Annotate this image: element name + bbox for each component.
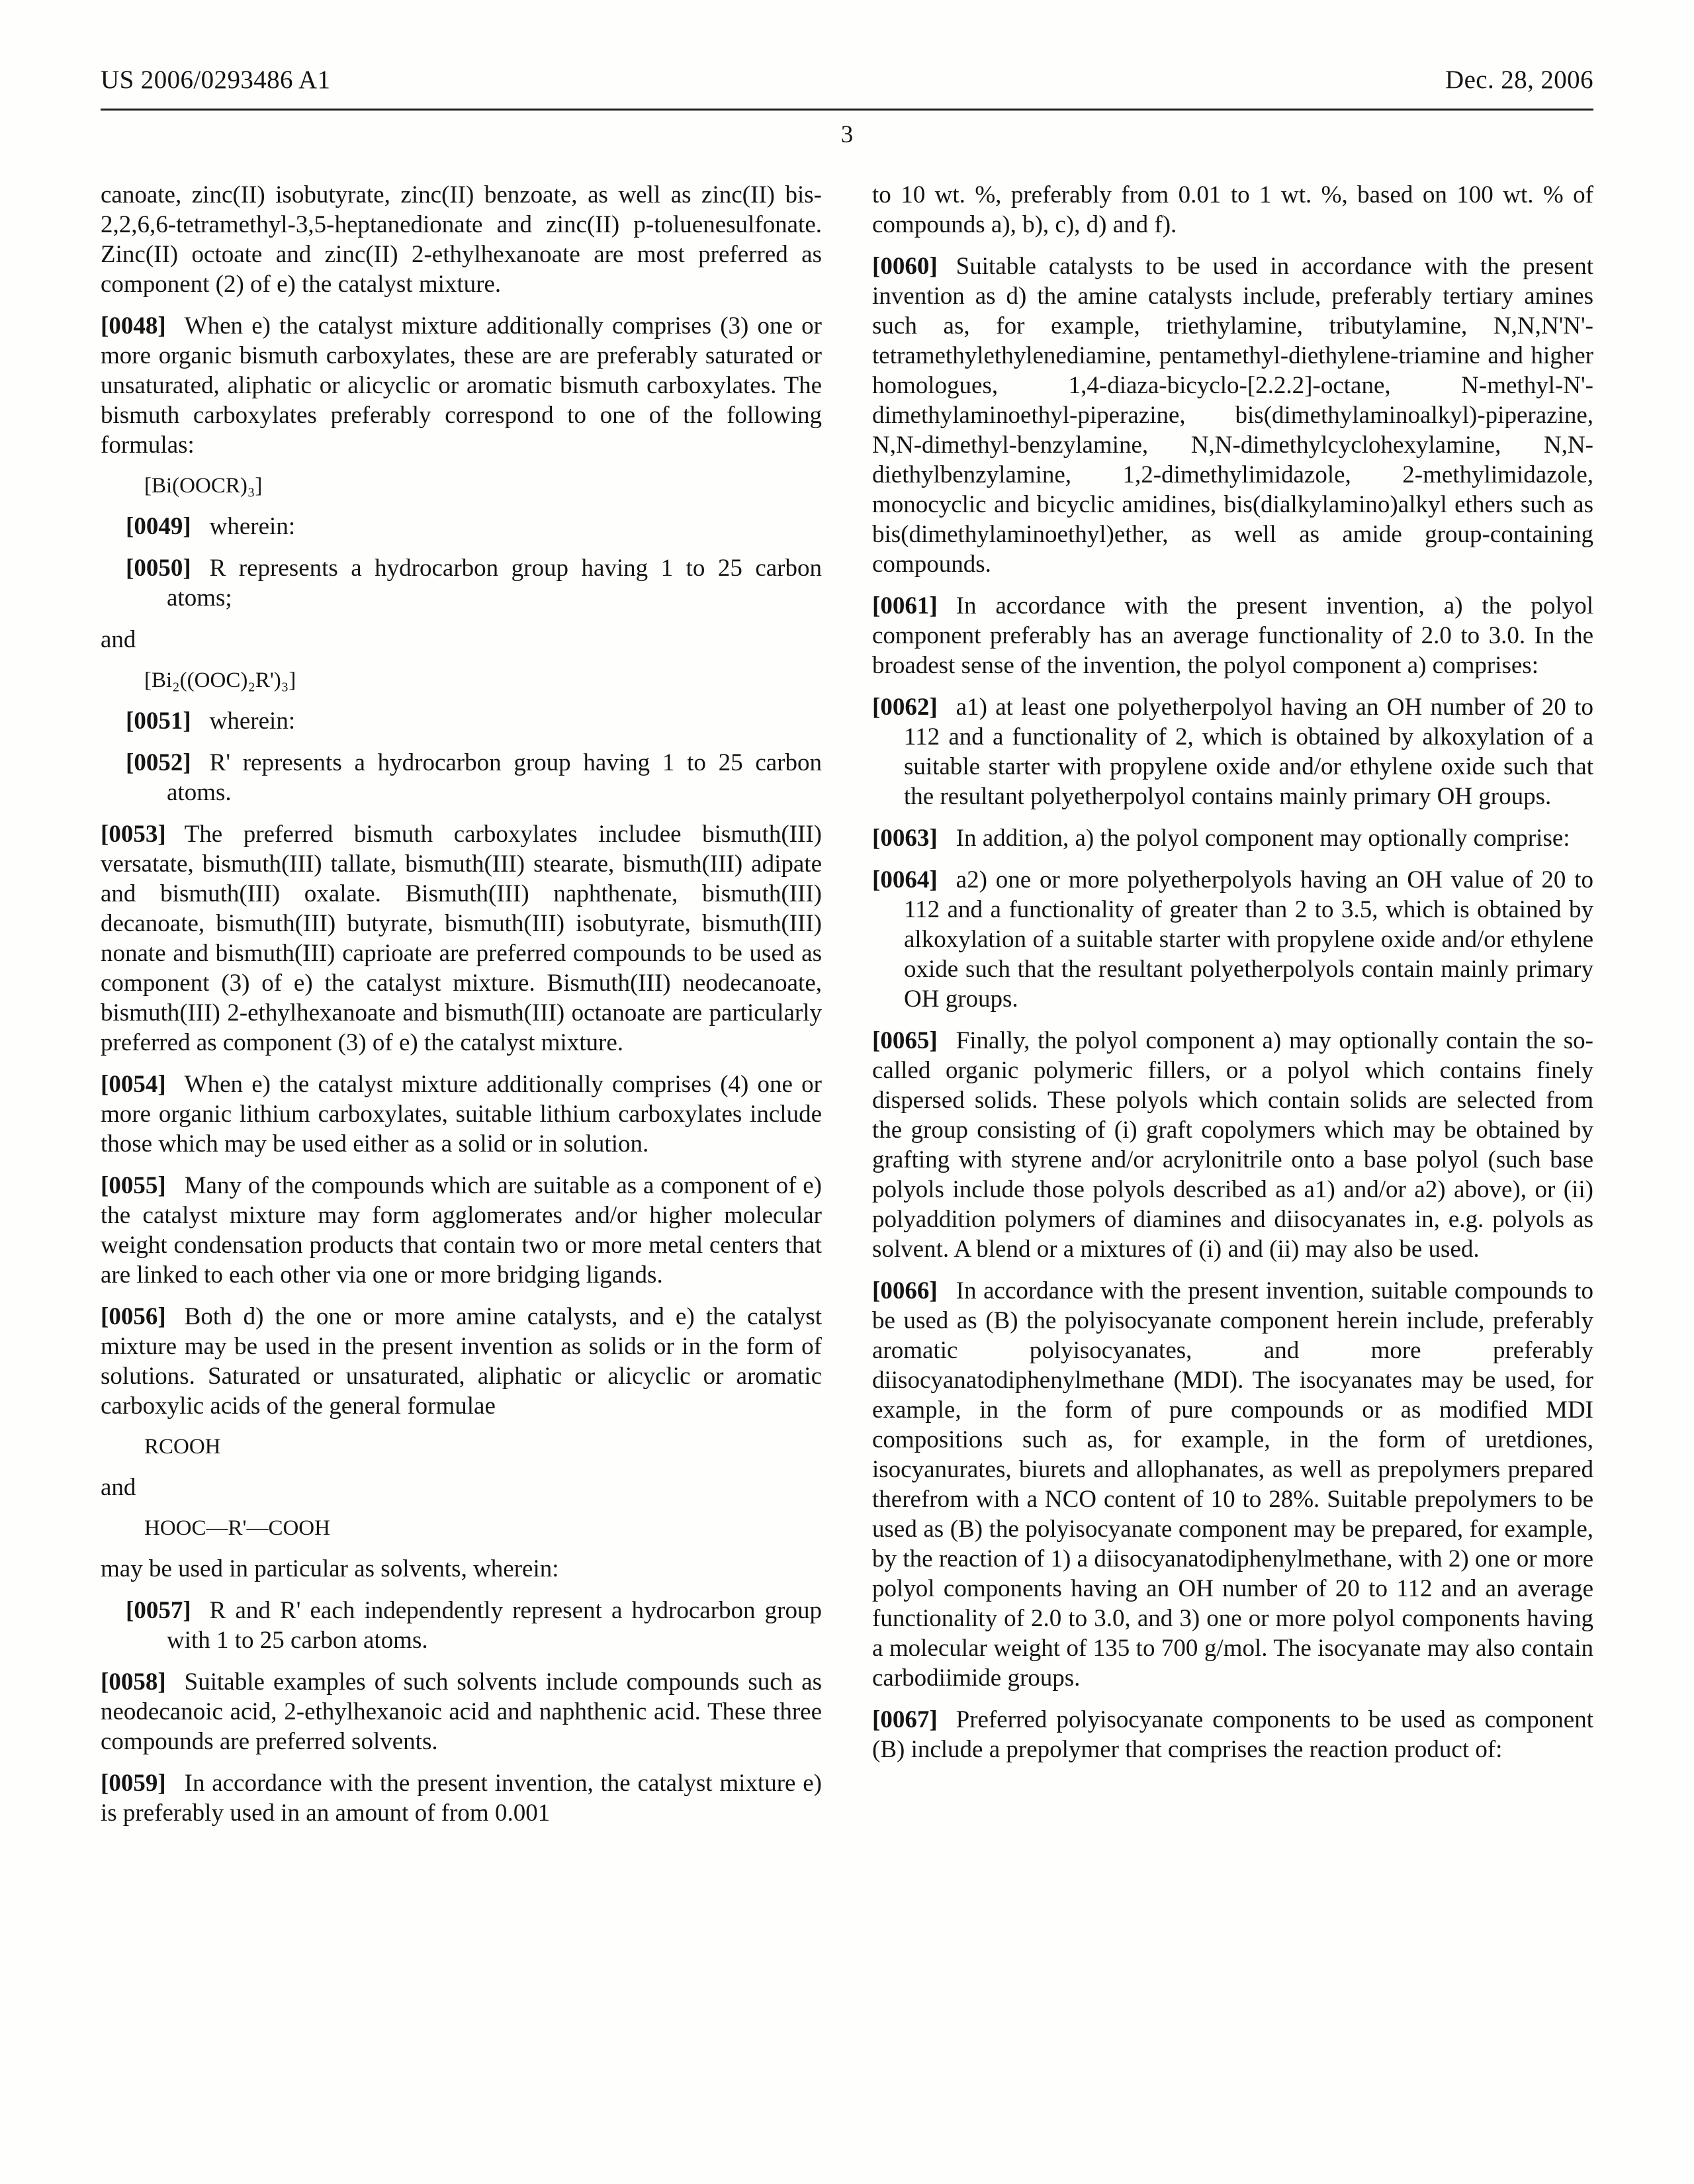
formula-line (101, 1514, 822, 1542)
paragraph-0058 (101, 1667, 822, 1756)
paragraph-text: a2) one or more polyetherpolyols having an OH value of 20 to 112 and a functionality of greater than 2 to 3.5, which is obtained by alkoxylation of a suitable starter with propylene oxide and/or ethylene oxide such that the resultant polyetherpolyols contain mainly primary OH groups. (904, 866, 1593, 1013)
paragraph-text: to 10 wt. %, preferably from 0.01 to 1 wt. %, based on 100 wt. % of compounds a), b), c), d) and f). (872, 181, 1593, 238)
page-content (101, 180, 1593, 1828)
paragraph-0063 (872, 823, 1593, 853)
paragraph-text: and (101, 626, 136, 653)
patent-publication-number: US 2006/0293486 A1 (101, 66, 331, 94)
paragraph-text: wherein: (209, 707, 296, 735)
text-block (101, 1554, 822, 1584)
paragraph-number: [0053] (101, 821, 166, 848)
paragraph-0053 (101, 819, 822, 1058)
paragraph-text: and (101, 1474, 136, 1501)
paragraph-number: [0054] (101, 1071, 166, 1098)
left-column (101, 180, 822, 1828)
text-block (101, 180, 822, 299)
paragraph-text: Suitable examples of such solvents include compounds such as neodecanoic acid, 2-ethylhexanoic acid and naphthenic acid. These three compounds are preferred solvents. (101, 1668, 822, 1755)
formula-line (101, 1433, 822, 1461)
publication-date: Dec. 28, 2006 (1445, 66, 1593, 94)
formula-text: [Bi(OOCR)₃] (144, 474, 263, 498)
formula-line (101, 666, 822, 694)
paragraph-text: The preferred bismuth carboxylates includee bismuth(III) versatate, bismuth(III) tallate, bismuth(III) stearate, bismuth(III) adipate and bismuth(III) oxalate. Bismuth(III) naphthenate, bismuth(III) decanoate, bismuth(III) butyrate, bismuth(III) isobutyrate, bismuth(III) nonate and bismuth(III) caprioate are preferred compounds to be used as component (3) of e) the catalyst mixture. Bismuth(III) neodecanoate, bismuth(III) 2-ethylhexanoate and bismuth(III) octanoate are particularly preferred as component (3) of e) the catalyst mixture. (101, 821, 822, 1056)
paragraph-text: R and R' each independently represent a hydrocarbon group with 1 to 25 carbon atoms. (167, 1597, 822, 1654)
paragraph-number: [0067] (872, 1706, 938, 1733)
right-column (872, 180, 1593, 1828)
paragraph-text: When e) the catalyst mixture additionally comprises (3) one or more organic bismuth carboxylates, these are are preferably saturated or unsaturated, aliphatic or alicyclic or aromatic bismuth carboxylates. The bismuth carboxylates preferably correspond to one of the following formulas: (101, 312, 822, 459)
paragraph-number: [0051] (126, 707, 191, 735)
paragraph-text: When e) the catalyst mixture additionally comprises (4) one or more organic lithium carboxylates, suitable lithium carboxylates include those which may be used either as a solid or in solution. (101, 1071, 822, 1158)
formula-text: [Bi₂((OOC)₂R')₃] (144, 668, 296, 692)
text-block (101, 1473, 822, 1502)
paragraph-text: wherein: (209, 513, 296, 540)
paragraph-text: Both d) the one or more amine catalysts, and e) the catalyst mixture may be used in the present invention as solids or in the form of solutions. Saturated or unsaturated, aliphatic or alicyclic or aromatic carboxylic acids of the general formulae (101, 1303, 822, 1420)
paragraph-number: [0060] (872, 253, 938, 280)
paragraph-number: [0058] (101, 1668, 166, 1696)
paragraph-number: [0048] (101, 312, 166, 340)
paragraph-number: [0057] (126, 1597, 191, 1624)
paragraph-number: [0056] (101, 1303, 166, 1330)
paragraph-0051 (101, 706, 822, 736)
paragraph-number: [0050] (126, 555, 191, 582)
paragraph-text: In accordance with the present invention, suitable compounds to be used as (B) the polyisocyanate component herein include, preferably aromatic polyisocyanates, and more preferably diisocyanatodiphenylmethane (MDI). The isocyanates may be used, for example, in the form of pure compounds or as modified MDI compositions such as, for example, in the form of uretdiones, isocyanurates, biurets and allophanates, as well as prepolymers prepared therefrom with a NCO content of 10 to 28%. Suitable prepolymers to be used as (B) the polyisocyanate component may be prepared, for example, by the reaction of 1) a diisocyanatodiphenylmethane, with 2) one or more polyol components having an OH number of 20 to 112 and an average functionality of 2.0 to 3.0, and 3) one or more polyol components having a molecular weight of 135 to 700 g/mol. The isocyanate may also contain carbodiimide groups. (872, 1277, 1593, 1692)
paragraph-0056 (101, 1302, 822, 1421)
paragraph-0066 (872, 1276, 1593, 1693)
paragraph-text: may be used in particular as solvents, wherein: (101, 1555, 559, 1582)
paragraph-number: [0059] (101, 1770, 166, 1797)
paragraph-text: R represents a hydrocarbon group having 1 to 25 carbon atoms; (167, 555, 822, 612)
paragraph-number: [0063] (872, 825, 938, 852)
paragraph-text: canoate, zinc(II) isobutyrate, zinc(II) benzoate, as well as zinc(II) bis-2,2,6,6-tetramethyl-3,5-heptanedionate and zinc(II) p-toluenesulfonate. Zinc(II) octoate and zinc(II) 2-ethylhexanoate are most preferred as component (2) of e) the catalyst mixture. (101, 181, 822, 298)
paragraph-number: [0064] (872, 866, 938, 893)
paragraph-text: In accordance with the present invention, a) the polyol component preferably has an average functionality of 2.0 to 3.0. In the broadest sense of the invention, the polyol component a) comprises: (872, 592, 1593, 679)
paragraph-0054 (101, 1069, 822, 1159)
paragraph-text: Preferred polyisocyanate components to be used as component (B) include a prepolymer that comprises the reaction product of: (872, 1706, 1593, 1763)
formula-line (101, 472, 822, 500)
paragraph-text: a1) at least one polyetherpolyol having an OH number of 20 to 112 and a functionality of 2, which is obtained by alkoxylation of a suitable starter with propylene oxide and/or ethylene oxide such that the resultant polyetherpolyol contains mainly primary OH groups. (904, 694, 1593, 810)
paragraph-0064 (872, 865, 1593, 1014)
paragraph-0065 (872, 1026, 1593, 1264)
page-header (101, 65, 1593, 95)
paragraph-text: R' represents a hydrocarbon group having 1 to 25 carbon atoms. (167, 749, 822, 806)
paragraph-0049 (101, 512, 822, 541)
paragraph-0059 (101, 1768, 822, 1828)
paragraph-text: Many of the compounds which are suitable as a component of e) the catalyst mixture may form agglomerates and/or higher molecular weight condensation products that contain two or more metal centers that are linked to each other via one or more bridging ligands. (101, 1172, 822, 1289)
paragraph-0067 (872, 1705, 1593, 1764)
formula-text: HOOC—R'—COOH (144, 1516, 330, 1540)
header-rule (101, 109, 1593, 111)
paragraph-0062 (872, 692, 1593, 811)
paragraph-0060 (872, 251, 1593, 579)
formula-text: RCOOH (144, 1435, 221, 1459)
paragraph-text: Finally, the polyol component a) may optionally contain the so-called organic polymeric fillers, or a polyol which contains finely dispersed solids. These polyols which contain solids are selected from the group consisting of (i) graft copolymers which may be obtained by grafting with styrene and/or acrylonitrile onto a base polyol (such base polyols include those polyols described as a1) and/or a2) above), or (ii) polyaddition polymers of diamines and diisocyanates in, e.g. polyols as solvent. A blend or a mixtures of (i) and (ii) may also be used. (872, 1027, 1593, 1263)
paragraph-number: [0065] (872, 1027, 938, 1054)
paragraph-number: [0061] (872, 592, 938, 619)
paragraph-number: [0055] (101, 1172, 166, 1199)
paragraph-number: [0066] (872, 1277, 938, 1304)
paragraph-number: [0062] (872, 694, 938, 721)
paragraph-0050 (101, 553, 822, 613)
paragraph-number: [0049] (126, 513, 191, 540)
page-number: 3 (840, 121, 854, 148)
text-block (101, 625, 822, 655)
paragraph-0057 (101, 1596, 822, 1655)
text-block (872, 180, 1593, 240)
paragraph-0055 (101, 1171, 822, 1290)
paragraph-0048 (101, 311, 822, 460)
paragraph-number: [0052] (126, 749, 191, 776)
paragraph-text: In addition, a) the polyol component may optionally comprise: (956, 825, 1570, 852)
paragraph-text: Suitable catalysts to be used in accordance with the present invention as d) the amine catalysts include, preferably tertiary amines such as, for example, triethylamine, tributylamine, N,N,N'N'-tetramethylethylenediamine, pentamethyl-diethylene-triamine and higher homologues, 1,4-diaza-bicyclo-[2.2.2]-octane, N-methyl-N'-dimethylaminoethyl-piperazine, bis(dimethylaminoalkyl)-piperazine, N,N-dimethyl-benzylamine, N,N-dimethylcyclohexylamine, N,N-diethylbenzylamine, 1,2-dimethylimidazole, 2-methylimidazole, monocyclic and bicyclic amidines, bis(dialkylamino)alkyl ethers such as bis(dimethylaminoethyl)ether, as well as amide group-containing compounds. (872, 253, 1593, 578)
paragraph-text: In accordance with the present invention, the catalyst mixture e) is preferably used in an amount of from 0.001 (101, 1770, 822, 1827)
paragraph-0061 (872, 591, 1593, 680)
paragraph-0052 (101, 748, 822, 807)
